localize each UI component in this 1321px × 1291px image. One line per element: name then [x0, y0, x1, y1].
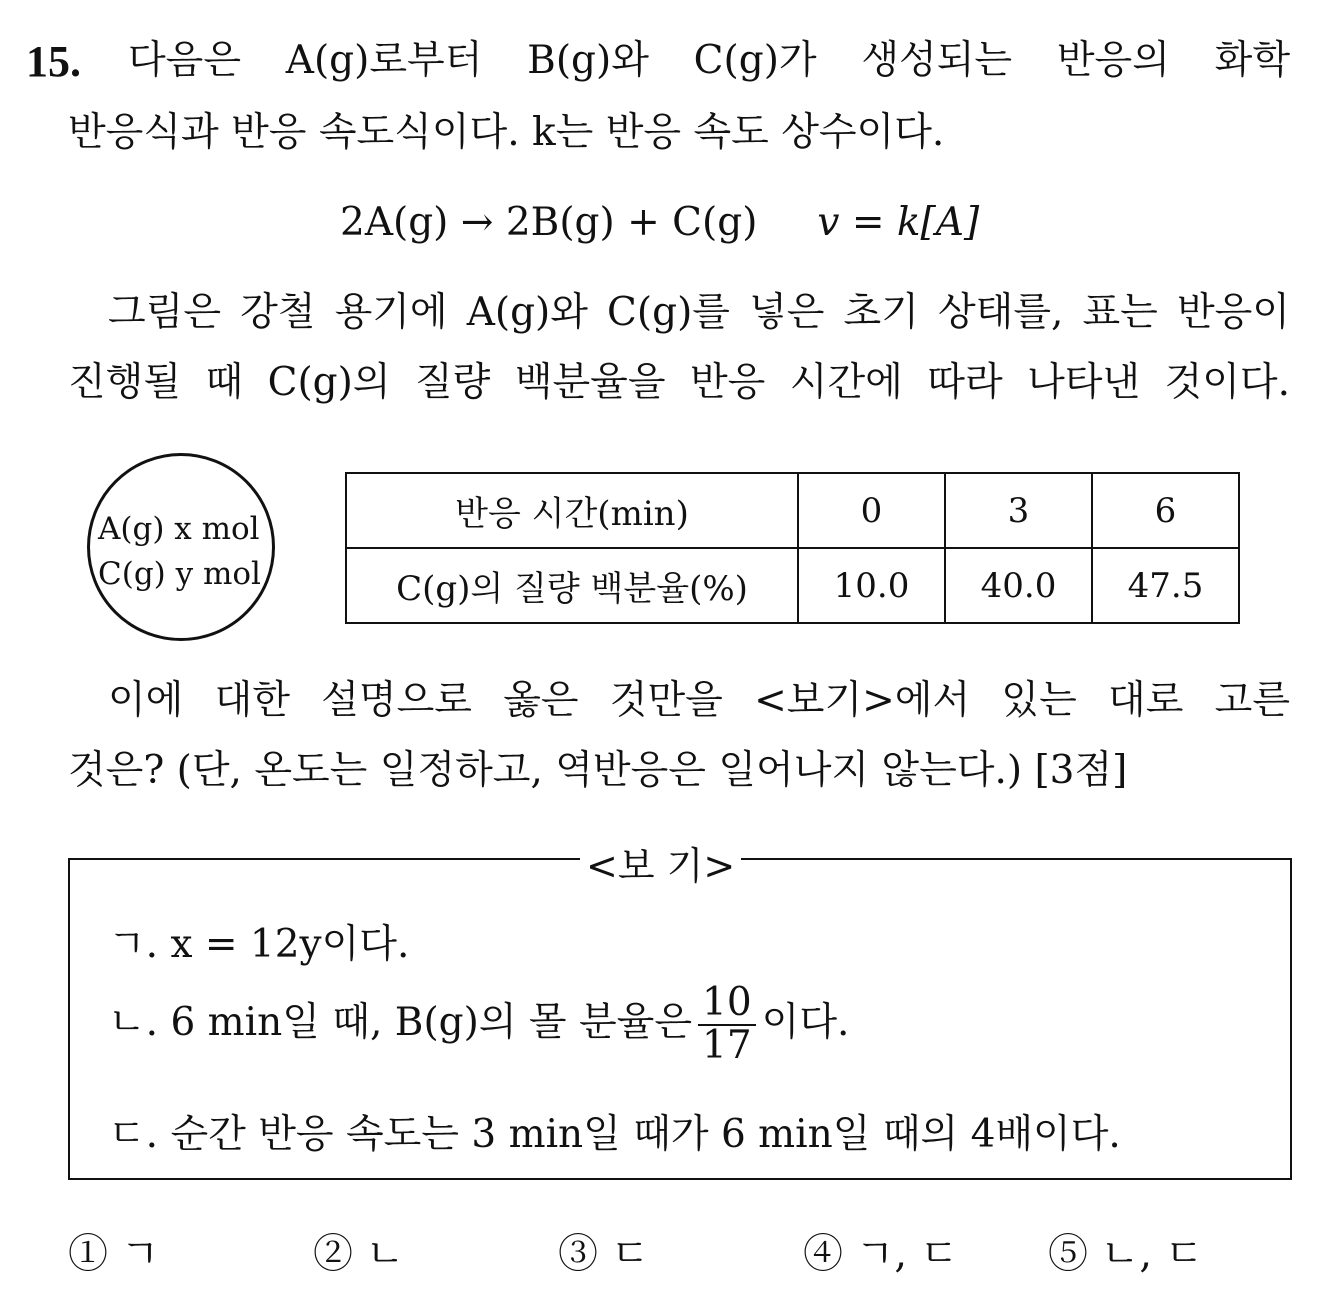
statement-c: ㄷ. 순간 반응 속도는 3 min일 때가 6 min일 때의 4배이다.	[108, 1112, 1121, 1157]
choice-2[interactable]: ② ㄴ	[313, 1231, 405, 1277]
fraction-denominator: 17	[702, 1022, 752, 1068]
flask-label-c: C(g) y mol	[98, 556, 261, 592]
table-cell: 0	[798, 473, 945, 548]
intro-line-1: 다음은 A(g)로부터 B(g)와 C(g)가 생성되는 반응의 화학	[128, 38, 1290, 83]
table-cell: 40.0	[945, 548, 1092, 623]
table-cell: 10.0	[798, 548, 945, 623]
fraction	[698, 980, 756, 1068]
description-line-2: 진행될 때 C(g)의 질량 백분율을 반응 시간에 따라 나타낸 것이다.	[68, 360, 1290, 405]
statement-b-prefix: ㄴ. 6 min일 때, B(g)의 몰 분율은	[108, 999, 693, 1045]
table-cell: 6	[1092, 473, 1239, 548]
choice-5[interactable]: ⑤ ㄴ, ㄷ	[1048, 1231, 1204, 1277]
bogi-title: <보 기>	[580, 835, 741, 890]
statement-b	[108, 980, 850, 1068]
choice-4[interactable]: ④ ㄱ, ㄷ	[803, 1231, 959, 1277]
chemical-equation	[340, 200, 979, 245]
fraction-numerator: 10	[698, 983, 756, 1026]
choice-1[interactable]: ① ㄱ	[68, 1231, 160, 1277]
flask-label-a: A(g) x mol	[98, 511, 260, 547]
statement-b-suffix: 이다.	[761, 999, 850, 1045]
table-row	[346, 548, 1239, 623]
reaction-equation: 2A(g) → 2B(g) + C(g)	[340, 200, 758, 245]
question-number: 15.	[26, 37, 81, 86]
prompt-line-1: 이에 대한 설명으로 옳은 것만을 <보기>에서 있는 대로 고른	[108, 678, 1290, 723]
choice-3[interactable]: ③ ㄷ	[558, 1231, 650, 1277]
rate-law: v = k[A]	[817, 200, 980, 245]
description-line-1: 그림은 강철 용기에 A(g)와 C(g)를 넣은 초기 상태를, 표는 반응이	[108, 290, 1290, 335]
table-row	[346, 473, 1239, 548]
prompt-line-2: 것은? (단, 온도는 일정하고, 역반응은 일어나지 않는다.) [3점]	[68, 748, 1128, 793]
reaction-data-table	[345, 472, 1240, 624]
table-cell: 3	[945, 473, 1092, 548]
table-header-time: 반응 시간(min)	[346, 473, 798, 548]
steel-container-diagram	[87, 453, 275, 641]
table-cell: 47.5	[1092, 548, 1239, 623]
intro-line-2: 반응식과 반응 속도식이다. k는 반응 속도 상수이다.	[68, 110, 945, 155]
statement-a: ㄱ. x = 12y이다.	[108, 922, 410, 967]
table-header-mass-percent: C(g)의 질량 백분율(%)	[346, 548, 798, 623]
